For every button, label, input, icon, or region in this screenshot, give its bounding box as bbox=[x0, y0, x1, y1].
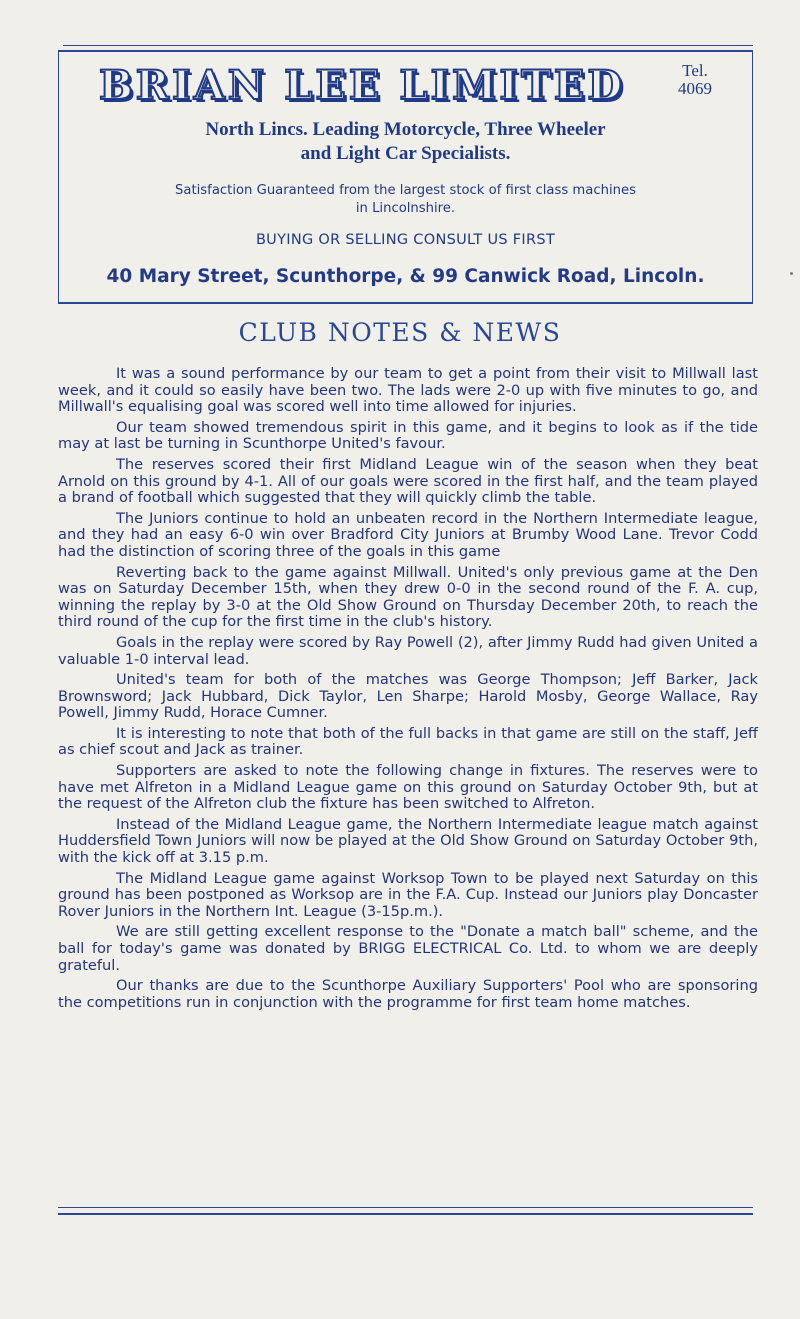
print-speck bbox=[790, 272, 793, 275]
satisfaction-line-2: in Lincolnshire. bbox=[355, 201, 456, 216]
paragraph: It is interesting to note that both of the full backs in that game are still on the staff, Jeff as chief scout and Jack as trainer. bbox=[58, 724, 758, 759]
company-name: BRIAN LEE LIMITED bbox=[99, 62, 626, 109]
satisfaction-line-1: Satisfaction Guaranteed from the largest stock of first class machines bbox=[175, 183, 636, 198]
paragraph: Goals in the replay were scored by Ray Powell (2), after Jimmy Rudd had given United a valuable 1-0 interval lead. bbox=[58, 633, 758, 668]
paragraph: The Midland League game against Worksop Town to be played next Saturday on this ground has been postponed as Worksop are in the F.A. Cup. Instead our Juniors play Doncaster Rover Juniors in the Northern Int. League (3-15p.m.). bbox=[58, 869, 758, 920]
tagline-line-2: and Light Car Specialists. bbox=[300, 143, 511, 164]
advert-tagline bbox=[59, 118, 752, 166]
advert-address: 40 Mary Street, Scunthorpe, & 99 Canwick Road, Lincoln. bbox=[106, 266, 705, 287]
satisfaction-text bbox=[59, 182, 752, 218]
club-notes-title: CLUB NOTES & NEWS bbox=[238, 318, 562, 347]
paragraph: The Juniors continue to hold an unbeaten record in the Northern Intermediate league, and they had an easy 6-0 win over Bradford City Juniors at Brumby Wood Lane. Trevor Codd had the distinction of scoring three of the goals in this game bbox=[58, 509, 758, 560]
bottom-divider-thick bbox=[58, 1213, 753, 1215]
paragraph: Our thanks are due to the Scunthorpe Auxiliary Supporters' Pool who are sponsoring the competitions run in conjunction with the programme for first team home matches. bbox=[58, 977, 758, 1011]
tagline-line-1: North Lincs. Leading Motorcycle, Three Wheeler bbox=[205, 119, 606, 140]
paragraph: United's team for both of the matches was George Thompson; Jeff Barker, Jack Brownsword; Jack Hubbard, Dick Taylor, Len Sharpe; Harold Mosby, George Wallace, Ray Powell, Jimmy Rudd, Horace Cumner. bbox=[58, 671, 758, 722]
paragraph: Supporters are asked to note the following change in fixtures. The reserves were to have met Alfreton in a Midland League game on this ground on Saturday October 9th, but at the request of the Alfreton club the fixture has been switched to Alfreton. bbox=[58, 762, 758, 813]
paragraph: It was a sound performance by our team to get a point from their visit to Millwall last week, and it could so easily have been two. The lads were 2-0 up with five minutes to go, and Millwall's equalising goal was scored well into time allowed for injuries. bbox=[58, 365, 758, 416]
brian-lee-advert bbox=[58, 50, 753, 304]
paragraph: Our team showed tremendous spirit in this game, and it begins to look as if the tide may at last be turning in Scunthorpe United's favour. bbox=[58, 418, 758, 453]
club-notes-article bbox=[58, 366, 758, 1015]
paragraph: We are still getting excellent response to the "Donate a match ball" scheme, and the ball for today's game was donated by BRIGG ELECTRICAL Co. Ltd. to whom we are deeply grateful. bbox=[58, 923, 758, 974]
paragraph: Instead of the Midland League game, the Northern Intermediate league match against Huddersfield Town Juniors will now be played at the Old Show Ground on Saturday October 9th, with the kick off at 3.15 p.m. bbox=[58, 815, 758, 867]
buying-selling-line: BUYING OR SELLING CONSULT US FIRST bbox=[255, 232, 556, 248]
telephone bbox=[678, 62, 712, 98]
bottom-divider-thin bbox=[58, 1207, 753, 1208]
tel-label: Tel. bbox=[682, 61, 708, 80]
paragraph: The reserves scored their first Midland League win of the season when they beat Arnold on this ground by 4-1. All of our goals were scored in the first half, and the team played a brand of football which suggested that they will quickly climb the table. bbox=[58, 455, 758, 507]
tel-number: 4069 bbox=[678, 79, 712, 98]
paragraph: Reverting back to the game against Millwall. United's only previous game at the Den was on Saturday December 15th, when they drew 0-0 in the second round of the F. A. cup, winning the replay by 3-0 at the Old Show Ground on Thursday December 20th, to reach the third round of the cup for the first time in the club's history. bbox=[58, 563, 758, 631]
